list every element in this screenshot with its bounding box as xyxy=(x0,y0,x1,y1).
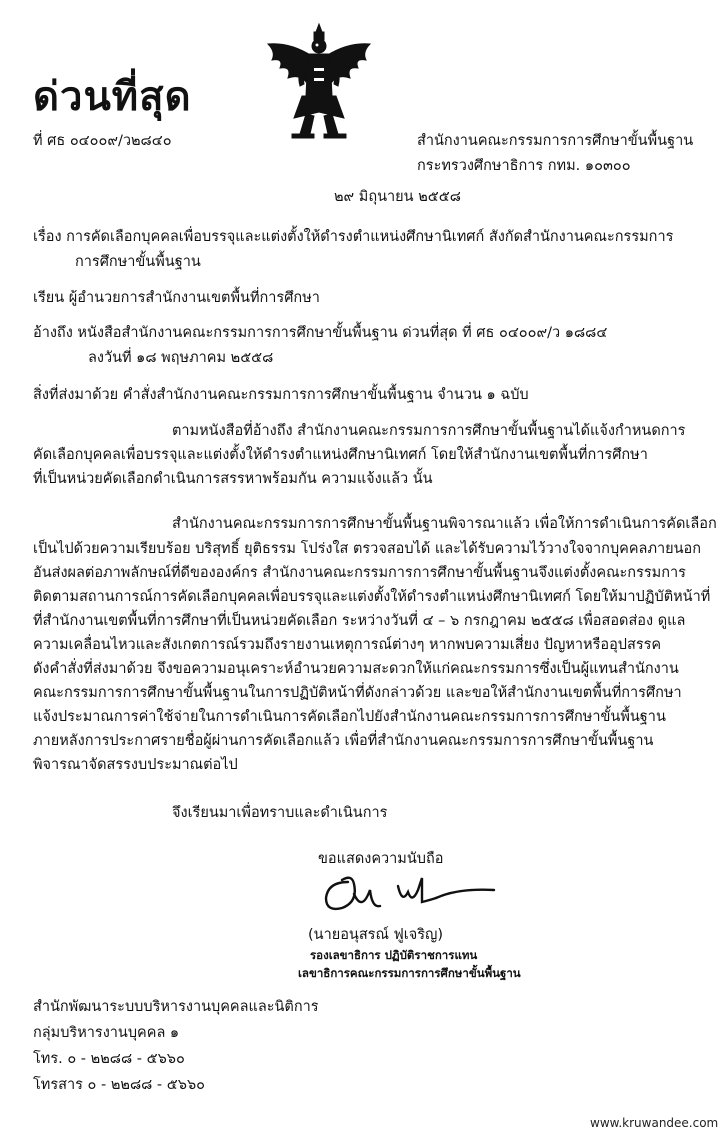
paragraph-2-line: สำนักงานคณะกรรมการการศึกษาขั้นพื้นฐานพิจารณาแล้ว เพื่อให้การดำเนินการคัดเลือก xyxy=(172,516,717,532)
paragraph-2-line: อันส่งผลต่อภาพลักษณ์ที่ดีขององค์กร สำนักงานคณะกรรมการการศึกษาขั้นพื้นฐานจึงแต่งตั้งคณะกรรมการ xyxy=(33,565,686,581)
paragraph-1-line: ตามหนังสือที่อ้างถึง สำนักงานคณะกรรมการการศึกษาขั้นพื้นฐานได้แจ้งกำหนดการ xyxy=(172,423,686,439)
contact-group: กลุ่มบริหารงานบุคคล ๑ xyxy=(33,1025,180,1041)
contact-unit: สำนักพัฒนาระบบบริหารงานบุคคลและนิติการ xyxy=(33,999,319,1015)
paragraph-2-line: พิจารณาจัดสรรงบประมาณต่อไป xyxy=(33,757,238,773)
garuda-emblem-icon xyxy=(262,22,376,140)
paragraph-1-line: คัดเลือกบุคคลเพื่อบรรจุและแต่งตั้งให้ดำรงตำแหน่งศึกษานิเทศก์ โดยให้สำนักงานเขตพื้นที่การศึกษา xyxy=(33,447,648,463)
signer-name: (นายอนุสรณ์ ฟูเจริญ) xyxy=(308,927,444,943)
contact-fax: โทรสาร ๐ - ๒๒๘๘ - ๕๖๖๐ xyxy=(33,1077,205,1093)
handwritten-signature xyxy=(318,868,498,918)
salutation: เรียน ผู้อำนวยการสำนักงานเขตพื้นที่การศึกษา xyxy=(33,290,320,306)
enclosure-line: สิ่งที่ส่งมาด้วย คำสั่งสำนักงานคณะกรรมการการศึกษาขั้นพื้นฐาน จำนวน ๑ ฉบับ xyxy=(33,387,529,403)
reference-line-2: ลงวันที่ ๑๘ พฤษภาคม ๒๕๕๘ xyxy=(88,350,274,366)
signoff: ขอแสดงความนับถือ xyxy=(318,851,444,867)
footer-url: www.kruwandee.com xyxy=(590,1116,719,1130)
office-name: สำนักงานคณะกรรมการการศึกษาขั้นพื้นฐาน xyxy=(417,133,694,149)
signer-title: รองเลขาธิการ ปฏิบัติราชการแทน xyxy=(310,948,478,962)
urgency-label: ด่วนที่สุด xyxy=(33,73,192,120)
reference-line-1: อ้างถึง หนังสือสำนักงานคณะกรรมการการศึกษาขั้นพื้นฐาน ด่วนที่สุด ที่ ศธ ๐๔๐๐๙/ว ๑๘๘๔ xyxy=(33,325,608,341)
subject-line-2: การศึกษาขั้นพื้นฐาน xyxy=(75,254,201,270)
office-address: กระทรวงศึกษาธิการ กทม. ๑๐๓๐๐ xyxy=(417,158,631,174)
contact-phone: โทร. ๐ - ๒๒๘๘ - ๕๖๖๐ xyxy=(33,1051,185,1067)
reference-number: ที่ ศธ ๐๔๐๐๙/ว๒๘๔๐ xyxy=(33,133,172,149)
paragraph-2-line: เป็นไปด้วยความเรียบร้อย บริสุทธิ์ ยุติธรรม โปร่งใส ตรวจสอบได้ และได้รับความไว้วางใจจากบุคคลภายนอก xyxy=(33,541,702,557)
paragraph-2-line: คณะกรรมการการศึกษาขั้นพื้นฐานในการปฏิบัติหน้าที่ดังกล่าวด้วย และขอให้สำนักงานเขตพื้นที่การศึกษา xyxy=(33,685,682,701)
signer-title-2: เลขาธิการคณะกรรมการการศึกษาขั้นพื้นฐาน xyxy=(298,966,521,980)
paragraph-2-line: ความเคลื่อนไหวและสังเกตการณ์รวมถึงรายงานเหตุการณ์ต่างๆ หากพบความเสี่ยง ปัญหาหรืออุปสรรค xyxy=(33,637,662,653)
paragraph-2-line: แจ้งประมาณการค่าใช้จ่ายในการดำเนินการคัดเลือกไปยังสำนักงานคณะกรรมการการศึกษาขั้นพื้นฐาน xyxy=(33,709,666,725)
paragraph-1-line: ที่เป็นหน่วยคัดเลือกดำเนินการสรรหาพร้อมกัน ความแจ้งแล้ว นั้น xyxy=(33,471,433,487)
paragraph-2-line: ดังคำสั่งที่ส่งมาด้วย จึงขอความอนุเคราะห์อำนวยความสะดวกให้แก่คณะกรรมการซึ่งเป็นผู้แทนสำนักงาน xyxy=(33,661,679,677)
subject-line-1: เรื่อง การคัดเลือกบุคคลเพื่อบรรจุและแต่งตั้งให้ดำรงตำแหน่งศึกษานิเทศก์ สังกัดสำนักงานคณะกรรมการ xyxy=(33,229,674,245)
closing-request: จึงเรียนมาเพื่อทราบและดำเนินการ xyxy=(172,805,388,821)
paragraph-2-line: ติดตามสถานการณ์การคัดเลือกบุคคลเพื่อบรรจุและแต่งตั้งให้ดำรงตำแหน่งศึกษานิเทศก์ โดยให้มาปฏิบัติหน้าที่ xyxy=(33,589,711,605)
paragraph-2-line: ภายหลังการประกาศรายชื่อผู้ผ่านการคัดเลือกแล้ว เพื่อที่สำนักงานคณะกรรมการการศึกษาขั้นพื้นฐาน xyxy=(33,733,654,749)
paragraph-2-line: ที่สำนักงานเขตพื้นที่การศึกษาที่เป็นหน่วยคัดเลือก ระหว่างวันที่ ๔ – ๖ กรกฎาคม ๒๕๕๘ เพื่อสอดส่อง ดูแล xyxy=(33,613,686,629)
letter-date: ๒๙ มิถุนายน ๒๕๕๘ xyxy=(334,189,461,205)
